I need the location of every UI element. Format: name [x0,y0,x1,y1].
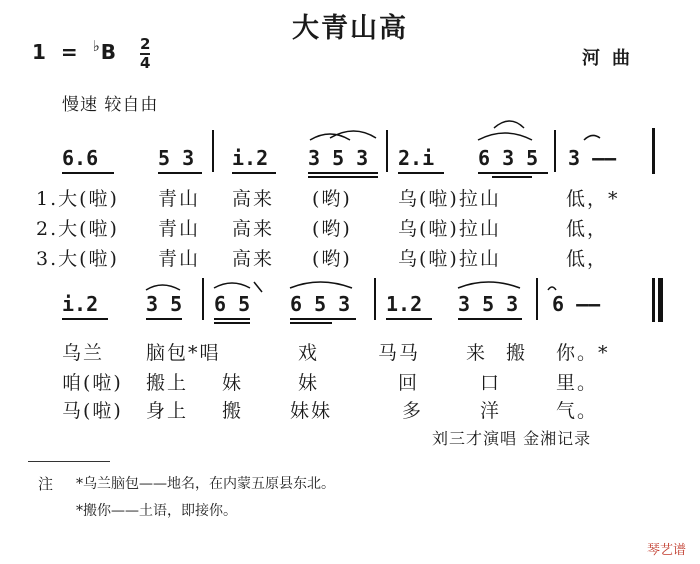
lyric: 青山 [158,248,201,270]
footnote-rule [28,461,110,462]
note-group: 3 —— [568,146,617,170]
lyric: 里。 [556,372,599,394]
watermark-logo: 琴艺谱 [646,543,686,558]
note-group: 6 3 5 [478,146,539,170]
lyric: 妹妹 [290,400,333,422]
lyric: 低， [566,218,609,240]
performer-credit: 刘三才演唱 金湘记录 [432,429,592,448]
lyric: 高来 [232,218,275,240]
lyric: 来 [466,342,488,364]
lyric: (哟) [312,248,352,270]
note-group: i.2 [232,146,269,170]
note-group: 2.i [398,146,435,170]
lyric: (哟) [312,218,352,240]
lyric: 咱(啦) [62,372,123,394]
lyric: 高来 [232,248,275,270]
lyric: 搬 [222,400,244,422]
lyric: 高来 [232,188,275,210]
lyric: 乌(啦)拉山 [398,218,501,240]
region-label: 河曲 [582,48,642,69]
tempo-marking: 慢速 较自由 [62,95,159,115]
lyric: 你。* [556,342,610,364]
lyric: 2.大(啦) [36,218,119,240]
note-group: 3 5 3 [308,146,369,170]
note-group: 6 5 3 [290,292,351,316]
lyric: 妹 [298,372,320,394]
note-group: 6 —— [552,292,601,316]
key-signature: 1 = ♭B 2 4 [32,35,151,72]
lyric: 气。 [556,400,599,422]
lyric: 青山 [158,218,201,240]
note-group: 1.2 [386,292,423,316]
lyric: 妹 [222,372,244,394]
lyric: 搬上 [146,372,189,394]
footnote: *搬你——土语，即接你。 [76,503,237,519]
lyric: 身上 [146,400,189,422]
lyric: 口 [480,372,502,394]
time-signature: 2 4 [140,35,151,72]
lyric: 回 [398,372,420,394]
lyric: 搬 [506,342,528,364]
lyric: 马(啦) [62,400,123,422]
lyric: 青山 [158,188,201,210]
note-group: 6.6 [62,146,99,170]
lyric: 戏 [298,342,320,364]
lyric: 3.大(啦) [36,248,119,270]
lyric: 乌(啦)拉山 [398,248,501,270]
lyric: 多 [402,400,424,422]
lyric: 乌(啦)拉山 [398,188,501,210]
lyric: 马马 [378,342,421,364]
lyric: 洋 [480,400,502,422]
lyric: 乌兰 [62,342,105,364]
lyric: 低，* [566,188,620,210]
note-group: 6 5 [214,292,251,316]
flat-sign: ♭ [92,37,100,55]
lyric: (哟) [312,188,352,210]
note-group: 3 5 3 [458,292,519,316]
footnote-label: 注 [38,475,54,493]
note-group: i.2 [62,292,99,316]
lyric: 脑包*唱 [146,342,221,364]
note-group: 3 5 [146,292,183,316]
lyric: 低， [566,248,609,270]
note-group: 5 3 [158,146,195,170]
lyric: 1.大(啦) [36,188,119,210]
footnote: *乌兰脑包——地名，在内蒙五原县东北。 [76,476,335,492]
song-title: 大青山高 [292,13,408,44]
